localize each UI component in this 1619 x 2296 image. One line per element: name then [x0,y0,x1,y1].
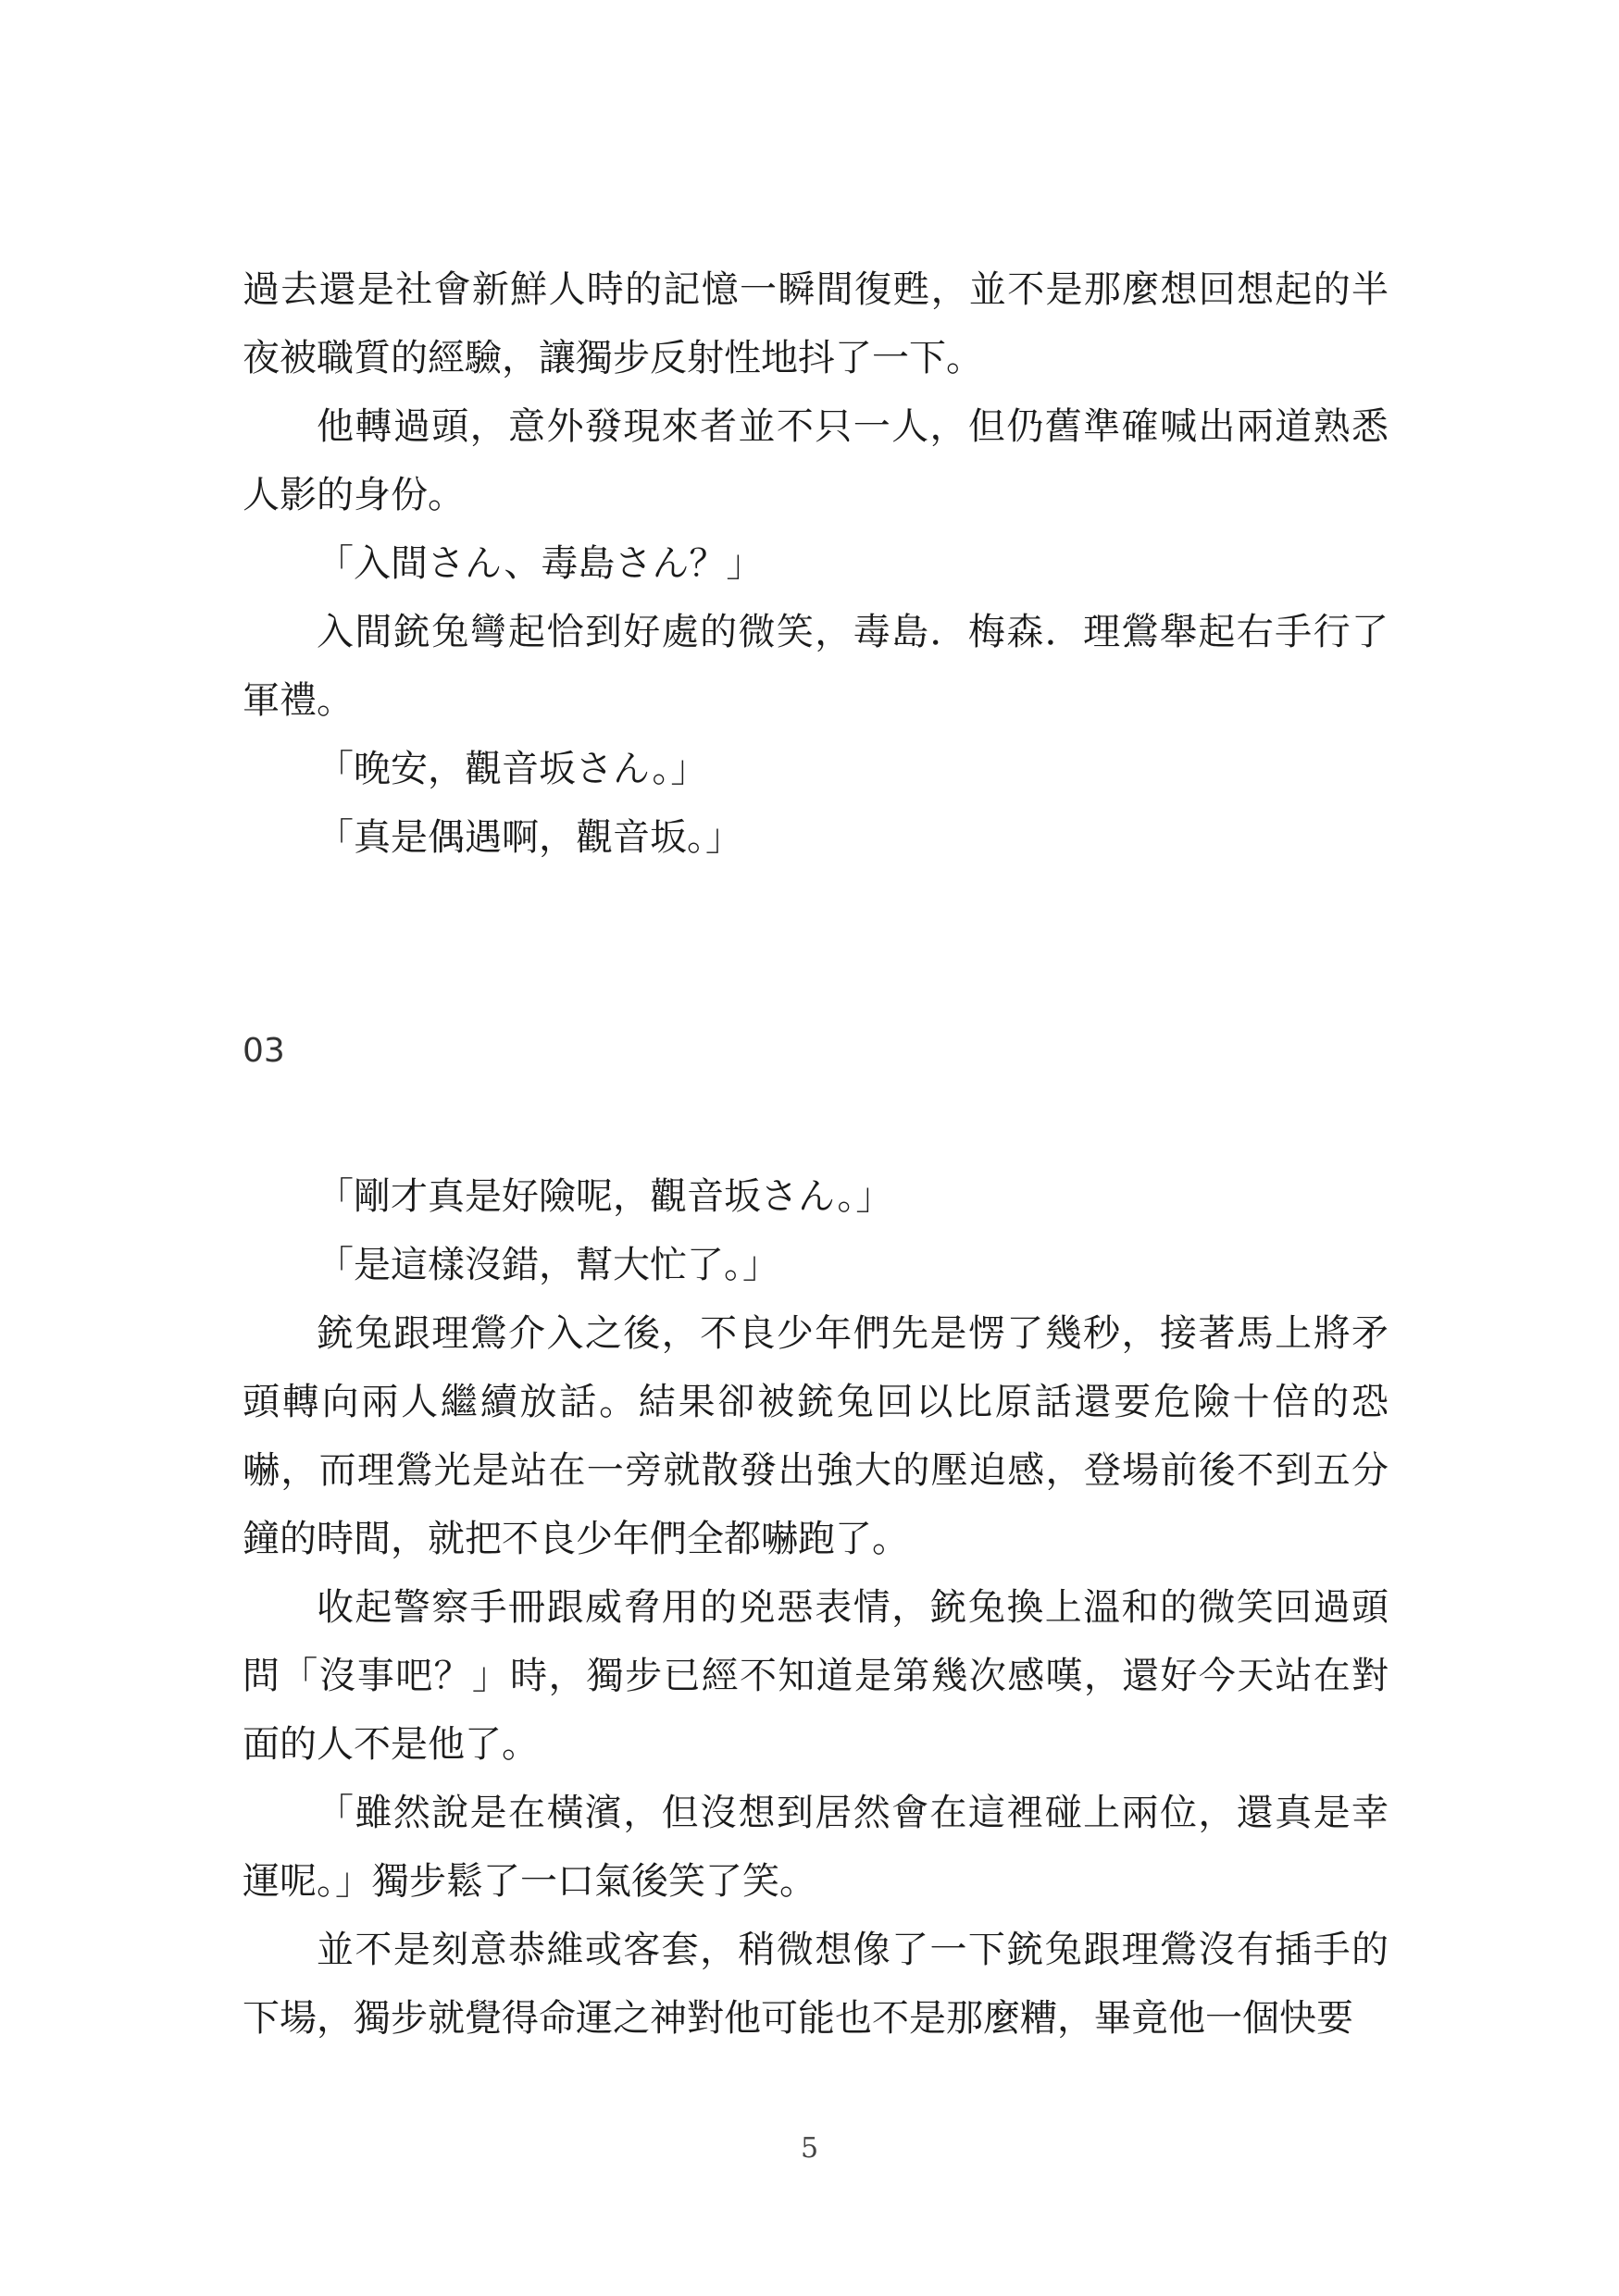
dialogue-line: 「是這樣沒錯，幫大忙了。」 [317,1244,779,1286]
text-block-lower [243,1162,1389,2053]
text-block-upper [243,255,1389,872]
paragraph: 過去還是社會新鮮人時的記憶一瞬間復甦，並不是那麼想回想起的半夜被職質的經驗，讓獨步反射性地抖了一下。 [243,268,1389,379]
paragraph: 並不是刻意恭維或客套，稍微想像了一下銃兔跟理鶯沒有插手的下場，獨步就覺得命運之神對他可能也不是那麼糟，畢竟他一個快要 [243,1929,1389,2040]
paragraph: 收起警察手冊跟威脅用的兇惡表情，銃兔換上溫和的微笑回過頭問「沒事吧？」時，獨步已經不知道是第幾次感嘆，還好今天站在對面的人不是他了。 [243,1586,1389,1766]
page-number: 5 [800,2132,819,2165]
dialogue-line: 「真是偶遇啊，觀音坂。」 [317,816,742,859]
dialogue-line: 「晚安，觀音坂さん。」 [317,748,708,790]
paragraph: 他轉過頭，意外發現來者並不只一人，但仍舊準確喊出兩道熟悉人影的身份。 [243,405,1389,516]
paragraph: 「雖然說是在橫濱，但沒想到居然會在這裡碰上兩位，還真是幸運呢。」獨步鬆了一口氣後笑了笑。 [243,1792,1389,1903]
paragraph: 銃兔跟理鶯介入之後，不良少年們先是愣了幾秒，接著馬上將矛頭轉向兩人繼續放話。結果卻被銃兔回以比原話還要危險十倍的恐嚇，而理鶯光是站在一旁就散發出強大的壓迫感，登場前後不到五分鐘的時間，就把不良少年們全都嚇跑了。 [243,1312,1389,1560]
dialogue-line: 「入間さん、毒島さん？」 [317,542,764,585]
section-number: 03 [243,1032,285,1070]
dialogue-line: 「剛才真是好險呢，觀音坂さん。」 [317,1175,893,1218]
paragraph: 入間銃兔彎起恰到好處的微笑，毒島．梅森．理鶯舉起右手行了軍禮。 [243,611,1389,722]
